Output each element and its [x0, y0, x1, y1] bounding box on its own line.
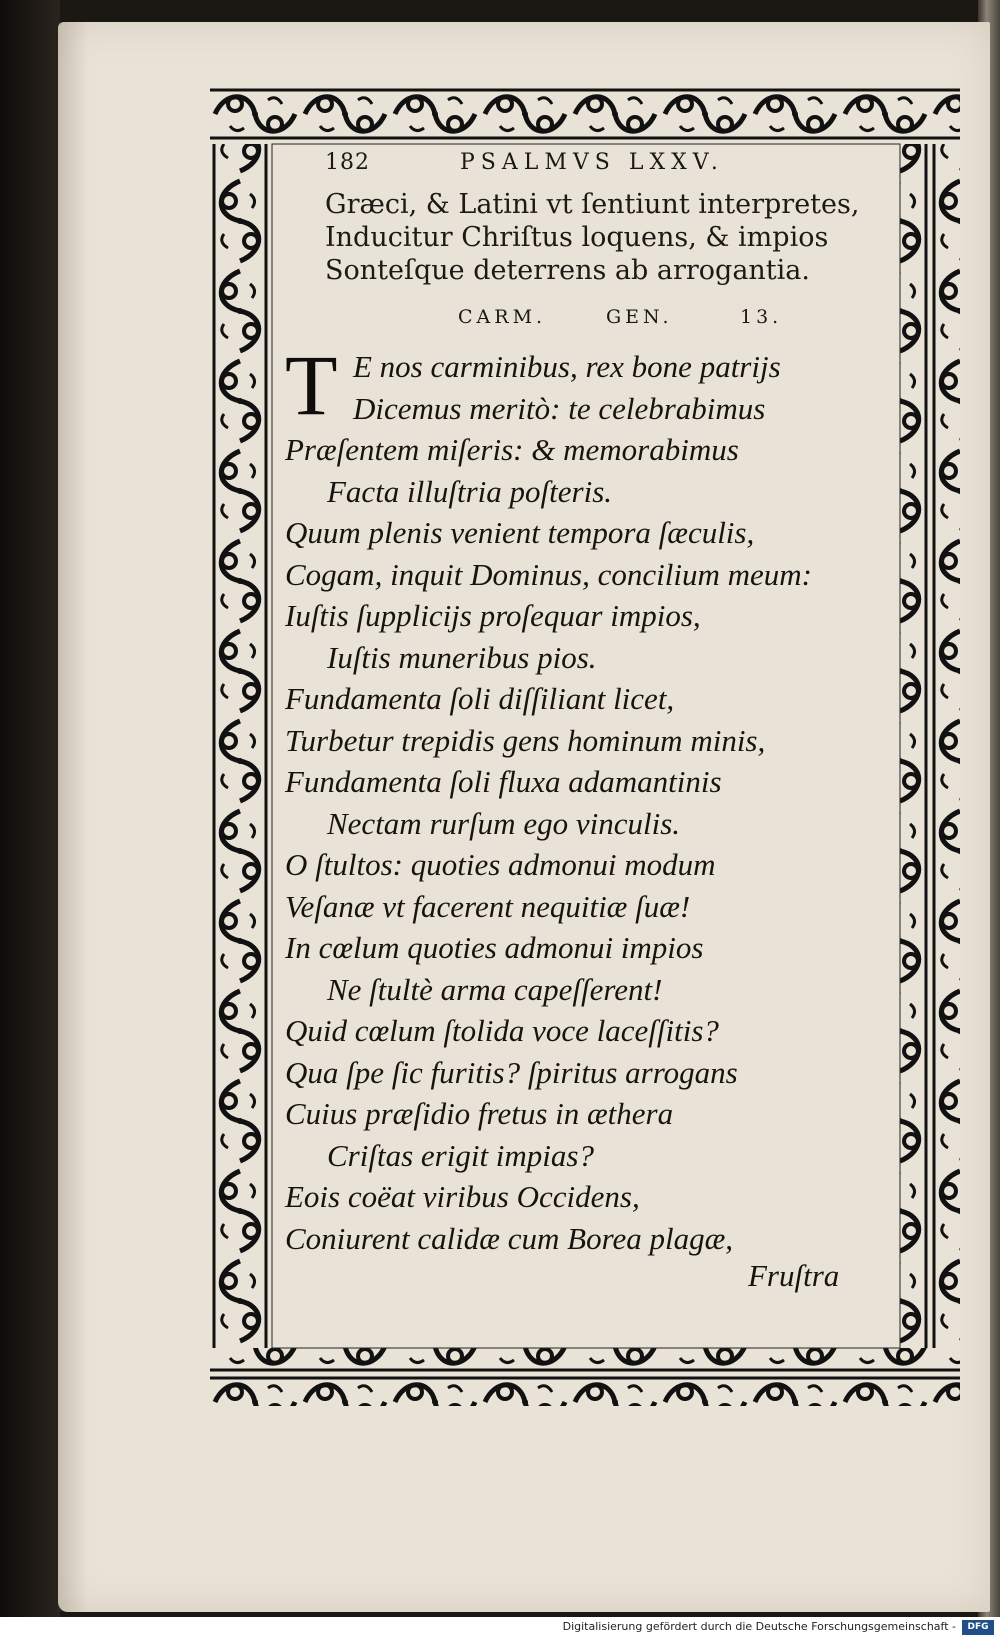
verse-line: Criſtas erigit impias?: [327, 1137, 594, 1173]
meter-number: 13.: [740, 306, 783, 328]
verse-line: Quum plenis venient tempora ſæculis,: [285, 515, 755, 550]
argument-line: Græci, & Latini vt ſentiunt interpretes,: [325, 189, 860, 220]
verse-line: Veſanæ vt facerent nequitiæ ſuæ!: [285, 888, 691, 924]
gutter-shadow: [58, 22, 88, 1612]
poem-body: [285, 337, 885, 1259]
verse-line: Fundamenta ſoli fluxa adamantinis: [285, 764, 722, 799]
meter-heading: [458, 306, 783, 334]
verse-line: Cogam, inquit Dominus, concilium meum:: [285, 556, 812, 592]
footer-bar: [0, 1617, 1000, 1639]
verse-line: Præſentem miſeris: & memorabimus: [285, 432, 739, 467]
verse-line: Qua ſpe ſic furitis? ſpiritus arrogans: [285, 1054, 738, 1090]
verse-line: In cœlum quoties admonui impios: [285, 930, 704, 965]
verse-line: Facta illuſtria poſteris.: [327, 473, 613, 509]
meter-carm: CARM.: [458, 306, 547, 328]
verse-line: Iuſtis muneribus pios.: [327, 639, 597, 675]
book-edge-left: [0, 0, 60, 1639]
verse-line: Coniurent calidæ cum Borea plagæ,: [285, 1220, 734, 1256]
verse-line: Iuſtis ſupplicijs proſequar impios,: [285, 598, 701, 633]
funding-credit: Digitalisierung gefördert durch die Deutsche Forschungsgemeinschaft -: [562, 1620, 956, 1633]
running-title: PSALMVS LXXV.: [460, 150, 724, 175]
verse-line: Fundamenta ſoli diſſiliant licet,: [285, 681, 675, 716]
verse-line: O ſtultos: quoties admonui modum: [285, 847, 716, 882]
verse-line: Nectam rurſum ego vinculis.: [327, 805, 681, 841]
verse-line: Turbetur trepidis gens hominum minis,: [285, 722, 766, 758]
verse-line: Ne ſtultè arma capeſſerent!: [327, 971, 663, 1007]
drop-capital: T: [285, 337, 338, 433]
dfg-logo[interactable]: DFG: [962, 1620, 994, 1635]
verse-line: E nos carminibus, rex bone patrijs: [353, 349, 781, 384]
page-number: 182: [325, 150, 370, 175]
argument-line: Sonteſque deterrens ab arrogantia.: [325, 255, 810, 286]
argument-line: Inducitur Chriſtus loquens, & impios: [325, 222, 829, 253]
verse-line: Eois coëat viribus Occidens,: [285, 1179, 640, 1214]
running-head: [325, 150, 795, 180]
meter-gen: GEN.: [606, 306, 673, 328]
verse-line: Cuius præſidio fretus in æthera: [285, 1096, 674, 1131]
verse-line: Dicemus meritò: te celebrabimus: [353, 390, 766, 426]
verse-line: Quid cœlum ſtolida voce laceſſitis?: [285, 1013, 719, 1048]
argument-text: [325, 188, 860, 287]
catchword: Fruſtra: [748, 1258, 840, 1293]
